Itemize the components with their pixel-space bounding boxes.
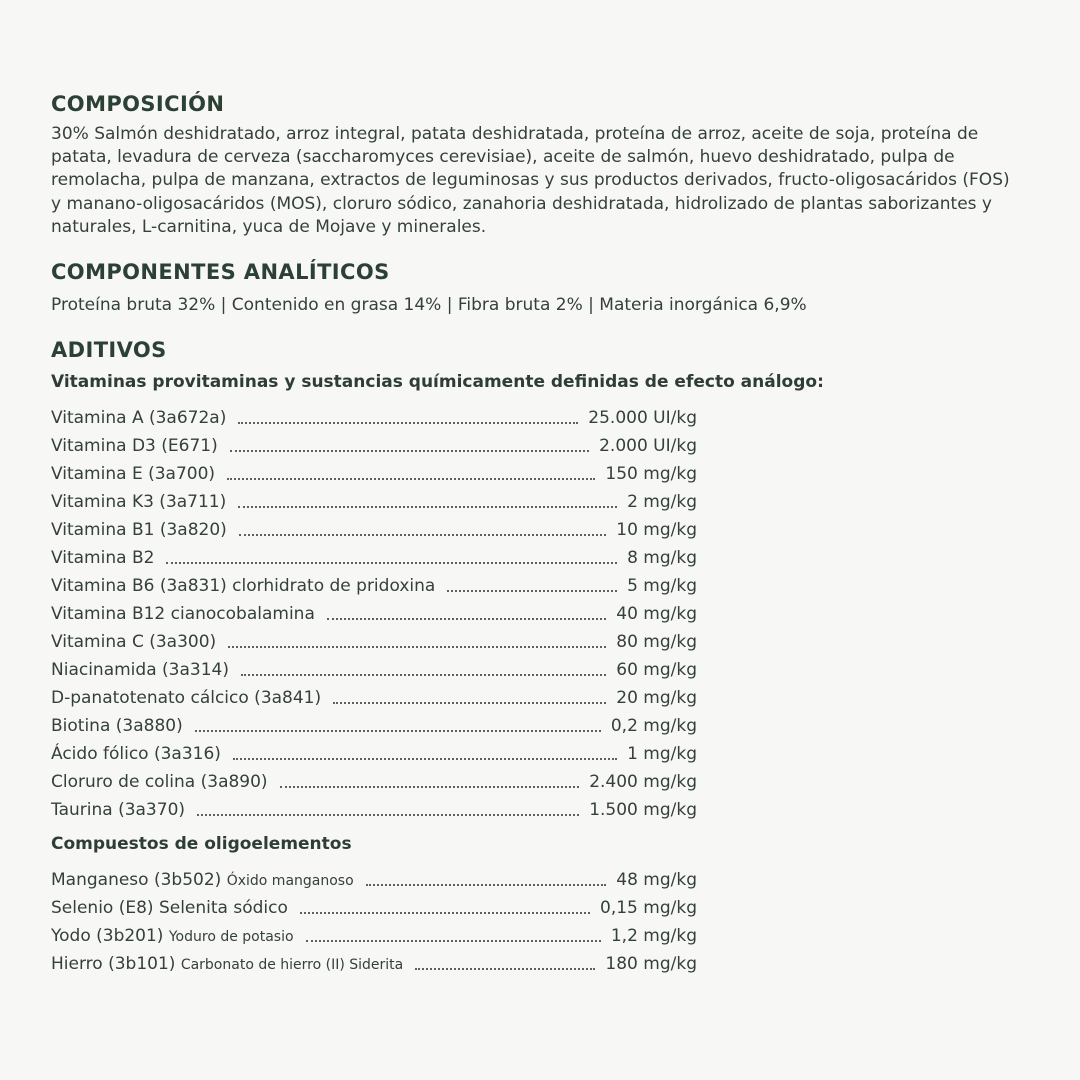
item-label: Vitamina E (3a700): [51, 464, 216, 485]
dotted-leader: [306, 940, 601, 942]
analytical-section: [51, 260, 1011, 317]
list-item: [51, 484, 697, 512]
composition-text: 30% Salmón deshidratado, arroz integral, patata deshidratada, proteína de arroz, aceite de soja, proteína de patata, levadura de cerveza (saccharomyces cerevisiae), aceite de salmón, huevo deshidratado, pulpa de remolacha, pulpa de manzana, extractos de leguminosas y sus productos derivados, fructo-oligosacáridos (FOS) y manano-oligosacáridos (MOS), cloruro sódico, zanahoria deshidratada, hidrolizado de plantas saborizantes y naturales, L-carnitina, yuca de Mojave y minerales.: [51, 124, 1010, 237]
item-value: 0,15 mg/kg: [600, 898, 697, 919]
item-value: 20 mg/kg: [616, 688, 697, 709]
item-name: [51, 744, 221, 764]
item-label: D-panatotenato cálcico (3a841): [51, 688, 322, 709]
item-label: Vitamina B1 (3a820): [51, 520, 227, 541]
dotted-leader: [233, 758, 617, 760]
trace-elements-list: [51, 862, 697, 974]
dotted-leader: [366, 884, 607, 886]
item-label: Vitamina K3 (3a711): [51, 492, 227, 513]
list-item: [51, 428, 697, 456]
item-name: [51, 772, 268, 792]
item-value: 1,2 mg/kg: [610, 926, 697, 947]
item-detail: Yoduro de potasio: [168, 929, 294, 946]
item-name: [51, 436, 218, 456]
dotted-leader: [195, 730, 601, 732]
item-label: Hierro (3b101): [51, 954, 176, 975]
item-label: Vitamina C (3a300): [51, 632, 217, 653]
dotted-leader: [300, 912, 590, 914]
item-value: 0,2 mg/kg: [610, 716, 697, 737]
dotted-leader: [230, 450, 589, 452]
list-item: [51, 456, 697, 484]
item-label: Biotina (3a880): [51, 716, 183, 737]
list-item: [51, 624, 697, 652]
item-value: 80 mg/kg: [616, 632, 697, 653]
item-name: [51, 576, 435, 596]
item-name: [51, 716, 183, 736]
dotted-leader: [166, 562, 617, 564]
list-item: [51, 890, 697, 918]
item-name: [51, 898, 288, 918]
list-item: [51, 652, 697, 680]
item-label: Manganeso (3b502): [51, 870, 222, 891]
item-name: [51, 548, 154, 568]
list-item: [51, 918, 697, 946]
item-name: [51, 688, 321, 708]
vitamins-subtitle: Vitaminas provitaminas y sustancias químicamente definidas de efecto análogo:: [51, 372, 824, 393]
item-name: [51, 954, 403, 974]
item-value: 10 mg/kg: [616, 520, 697, 541]
item-label: Niacinamida (3a314): [51, 660, 229, 681]
list-item: [51, 596, 697, 624]
item-label: Vitamina B12 cianocobalamina: [51, 604, 315, 625]
list-item: [51, 400, 697, 428]
item-value: 25.000 UI/kg: [588, 408, 697, 429]
item-label: Vitamina D3 (E671): [51, 436, 218, 457]
list-item: [51, 680, 697, 708]
list-item: [51, 764, 697, 792]
item-value: 2.400 mg/kg: [589, 772, 697, 793]
item-name: [51, 464, 215, 484]
dotted-leader: [447, 590, 617, 592]
item-detail: Óxido manganoso: [226, 873, 354, 890]
item-label: Vitamina A (3a672a): [51, 408, 227, 429]
item-value: 5 mg/kg: [627, 576, 697, 597]
item-name: [51, 632, 216, 652]
additives-title: ADITIVOS: [51, 338, 167, 363]
item-name: [51, 660, 229, 680]
item-label: Vitamina B6 (3a831) clorhidrato de pridoxina: [51, 576, 436, 597]
item-label: Ácido fólico (3a316): [51, 744, 221, 765]
dotted-leader: [238, 422, 578, 424]
item-label: Yodo (3b201): [51, 926, 164, 947]
dotted-leader: [327, 618, 606, 620]
dotted-leader: [241, 674, 606, 676]
vitamins-list: [51, 400, 697, 820]
dotted-leader: [228, 646, 606, 648]
list-item: [51, 862, 697, 890]
list-item: [51, 736, 697, 764]
item-value: 8 mg/kg: [627, 548, 697, 569]
item-name: [51, 492, 226, 512]
analytical-title: COMPONENTES ANALÍTICOS: [51, 260, 390, 285]
list-item: [51, 708, 697, 736]
item-value: 2 mg/kg: [627, 492, 697, 513]
item-value: 40 mg/kg: [616, 604, 697, 625]
item-value: 150 mg/kg: [605, 464, 697, 485]
dotted-leader: [415, 968, 595, 970]
item-value: 1 mg/kg: [627, 744, 697, 765]
additives-section: [51, 338, 1011, 974]
nutrition-sheet: [51, 92, 1011, 974]
list-item: [51, 540, 697, 568]
list-item: [51, 568, 697, 596]
item-label: Vitamina B2: [51, 548, 155, 569]
composition-title: COMPOSICIÓN: [51, 92, 225, 116]
item-value: 48 mg/kg: [616, 870, 697, 891]
item-label: Selenio (E8) Selenita sódico: [51, 898, 288, 919]
item-name: [51, 800, 185, 820]
item-value: 60 mg/kg: [616, 660, 697, 681]
item-value: 180 mg/kg: [605, 954, 697, 975]
item-name: [51, 926, 294, 946]
item-label: Cloruro de colina (3a890): [51, 772, 268, 793]
item-name: [51, 870, 354, 890]
item-value: 2.000 UI/kg: [599, 436, 697, 457]
item-detail: Carbonato de hierro (II) Siderita: [180, 957, 404, 974]
trace-elements-subtitle: Compuestos de oligoelementos: [51, 834, 352, 855]
item-label: Taurina (3a370): [51, 800, 186, 821]
dotted-leader: [227, 478, 595, 480]
composition-section: [51, 92, 1011, 239]
dotted-leader: [280, 786, 580, 788]
dotted-leader: [197, 814, 579, 816]
item-name: [51, 604, 315, 624]
item-name: [51, 520, 227, 540]
list-item: [51, 792, 697, 820]
item-value: 1.500 mg/kg: [589, 800, 697, 821]
dotted-leader: [238, 506, 617, 508]
dotted-leader: [333, 702, 606, 704]
list-item: [51, 512, 697, 540]
analytical-text: Proteína bruta 32% | Contenido en grasa 14% | Fibra bruta 2% | Materia inorgánica 6,9%: [51, 295, 807, 316]
list-item: [51, 946, 697, 974]
item-name: [51, 408, 226, 428]
dotted-leader: [239, 534, 606, 536]
